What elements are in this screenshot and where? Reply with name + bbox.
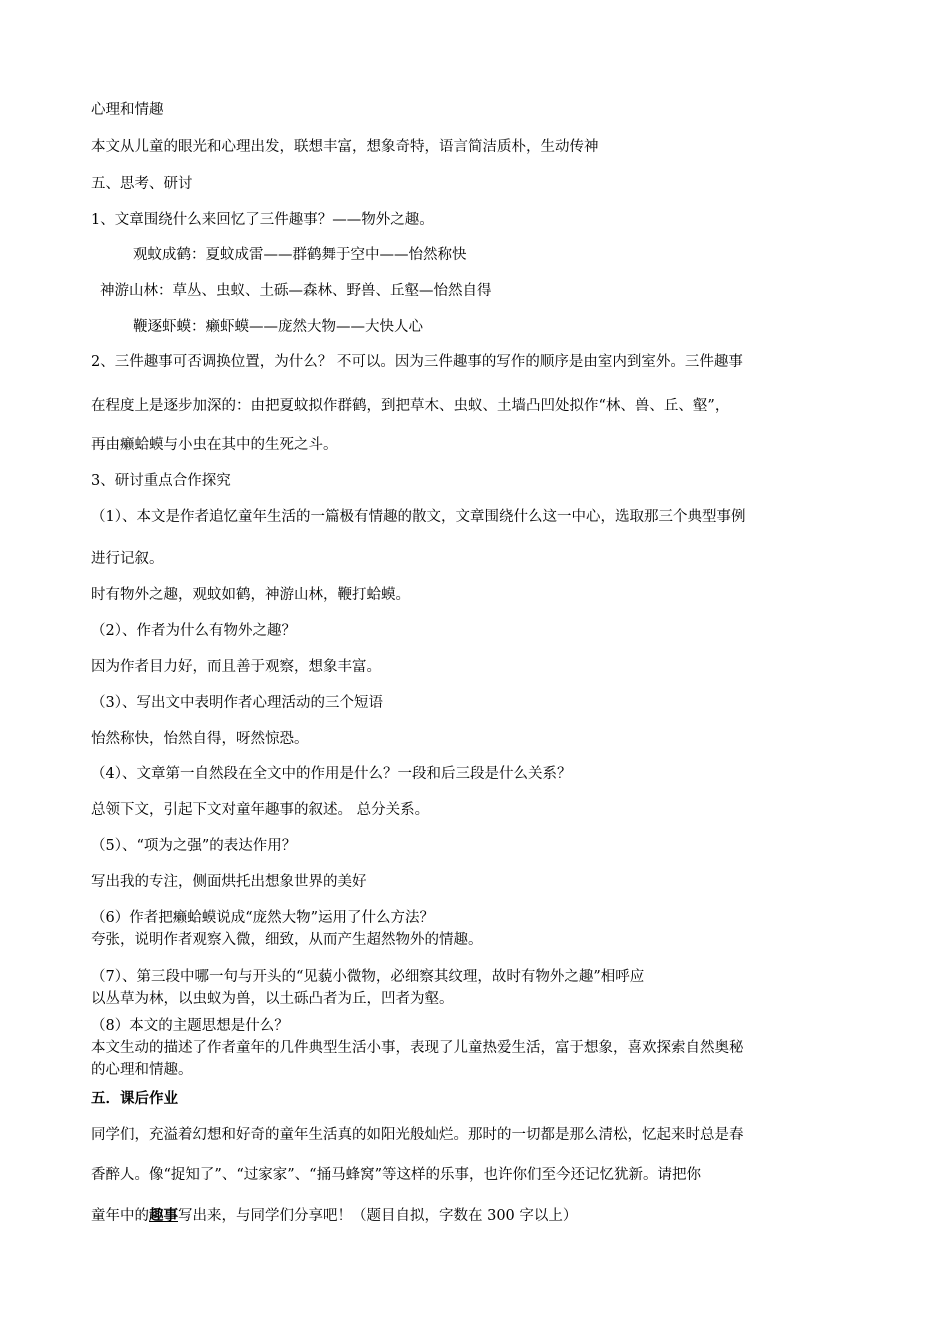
section-heading: 3、研讨重点合作探究 bbox=[91, 473, 231, 489]
question-line: （5）、“项为之强”的表达作用？ bbox=[91, 838, 297, 854]
question-line: （6）作者把癞蛤蟆说成“庞然大物”运用了什么方法？ bbox=[91, 910, 435, 926]
question-line: 1、文章围绕什么来回忆了三件趣事？——物外之趣。 bbox=[91, 212, 434, 228]
text-line: 香醉人。像“捉知了”、“过家家”、“捅马蜂窝”等这样的乐事，也许你们至今还记忆犹新。请把你 bbox=[91, 1167, 701, 1183]
section-heading: 五、思考、研讨 bbox=[91, 176, 193, 192]
text-line: 神游山林：草丛、虫蚁、土砾—森林、野兽、丘壑—怡然自得 bbox=[100, 283, 492, 299]
answer-line: 本文生动的描述了作者童年的几件典型生活小事，表现了儿童热爱生活，富于想象，喜欢探索自然奥秘 bbox=[91, 1040, 744, 1056]
emphasis-text: 趣事 bbox=[149, 1207, 178, 1224]
text-line bbox=[91, 1207, 577, 1225]
text-line: 在程度上是逐步加深的：由把夏蚊拟作群鹤，到把草木、虫蚁、土墙凸凹处拟作“林、兽、丘、壑”， bbox=[91, 398, 730, 414]
question-line: （8）本文的主题思想是什么？ bbox=[91, 1018, 289, 1034]
answer-line: 时有物外之趣，观蚊如鹤，神游山林，鞭打蛤蟆。 bbox=[91, 587, 410, 603]
question-line: 2、三件趣事可否调换位置，为什么？ 不可以。因为三件趣事的写作的顺序是由室内到室外。三件趣事 bbox=[91, 354, 743, 370]
answer-line: 因为作者目力好，而且善于观察，想象丰富。 bbox=[91, 659, 381, 675]
text-line: 同学们，充溢着幻想和好奇的童年生活真的如阳光般灿烂。那时的一切都是那么清松，忆起来时总是春 bbox=[91, 1127, 744, 1143]
text-segment: 写出来，与同学们分享吧！（题目自拟，字数在 300 字以上） bbox=[178, 1208, 578, 1224]
text-line: 本文从儿童的眼光和心理出发，联想丰富，想象奇特，语言简洁质朴，生动传神 bbox=[91, 139, 599, 155]
answer-line: 的心理和情趣。 bbox=[91, 1062, 193, 1078]
answer-line: 夸张，说明作者观察入微，细致，从而产生超然物外的情趣。 bbox=[91, 932, 483, 948]
text-line: 观蚊成鹤：夏蚊成雷——群鹤舞于空中——怡然称快 bbox=[133, 247, 467, 263]
answer-line: 怡然称快，怡然自得，呀然惊恐。 bbox=[91, 731, 309, 747]
answer-line: 以丛草为林，以虫蚁为兽，以土砾凸者为丘，凹者为壑。 bbox=[91, 991, 454, 1007]
question-line: （3）、写出文中表明作者心理活动的三个短语 bbox=[91, 695, 383, 711]
text-line: 心理和情趣 bbox=[91, 102, 164, 118]
text-segment: 童年中的 bbox=[91, 1208, 149, 1224]
question-line: （7）、第三段中哪一句与开头的“见藐小微物，必细察其纹理，故时有物外之趣”相呼应 bbox=[91, 969, 645, 985]
question-line: （4）、文章第一自然段在全文中的作用是什么？一段和后三段是什么关系？ bbox=[91, 766, 572, 782]
section-heading: 五．课后作业 bbox=[91, 1090, 178, 1107]
answer-line: 写出我的专注，侧面烘托出想象世界的美好 bbox=[91, 874, 367, 890]
text-line: 进行记叙。 bbox=[91, 551, 164, 567]
question-line: （2）、作者为什么有物外之趣？ bbox=[91, 623, 296, 639]
answer-line: 总领下文，引起下文对童年趣事的叙述。 总分关系。 bbox=[91, 802, 430, 818]
text-line: 再由癞蛤蟆与小虫在其中的生死之斗。 bbox=[91, 437, 338, 453]
text-line: 鞭逐虾蟆：癞虾蟆——庞然大物——大快人心 bbox=[133, 319, 423, 335]
question-line: （1）、本文是作者追忆童年生活的一篇极有情趣的散文，文章围绕什么这一中心，选取那三个典型事例 bbox=[91, 509, 746, 525]
